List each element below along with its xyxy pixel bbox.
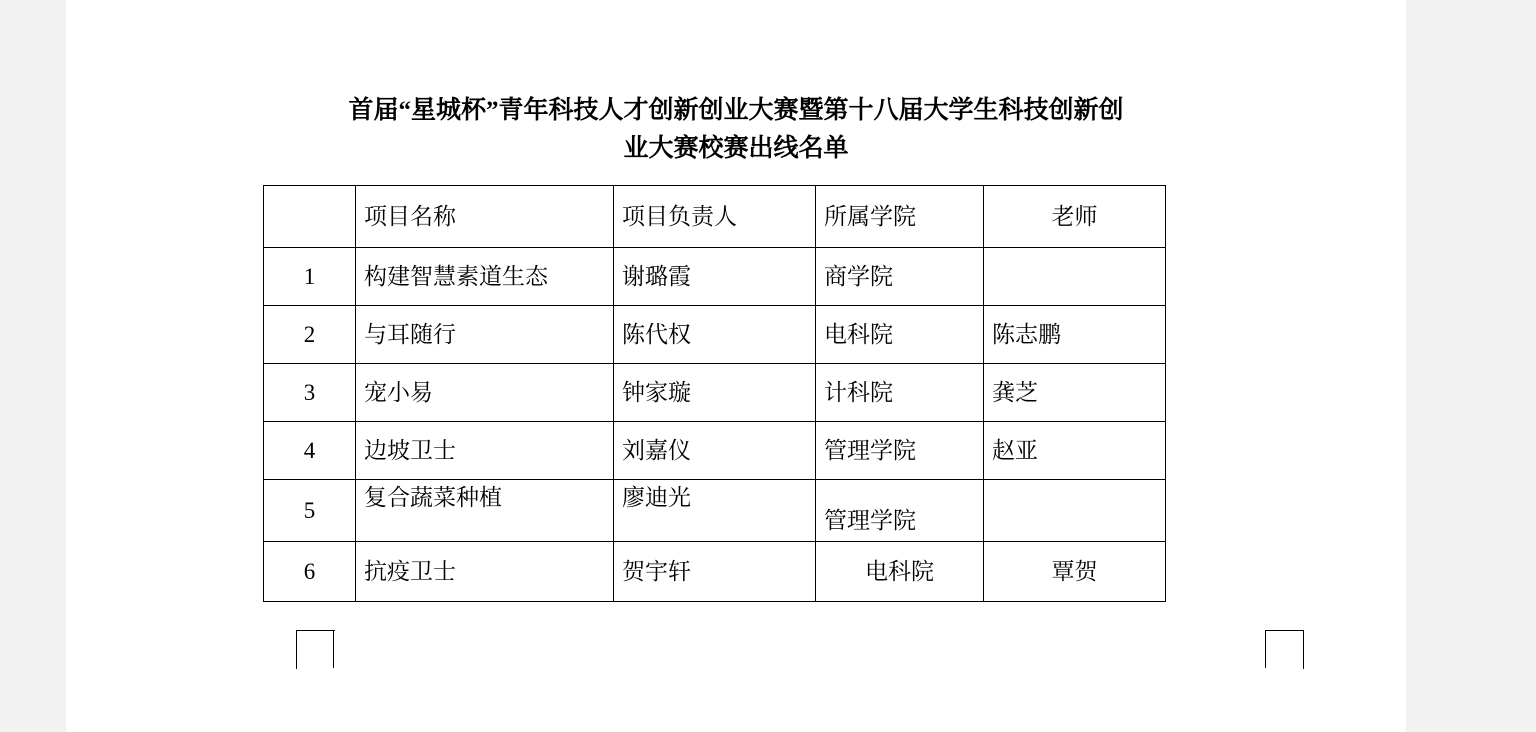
row-project: 复合蔬菜种植: [356, 480, 614, 542]
row-teacher: [984, 248, 1166, 306]
results-table: [263, 185, 1166, 602]
row-leader: 贺宇轩: [614, 542, 816, 602]
table-row: [264, 364, 1166, 422]
row-college: 管理学院: [816, 480, 984, 542]
crop-mark-right: [1265, 630, 1304, 669]
row-teacher: 陈志鹏: [984, 306, 1166, 364]
row-index: 4: [264, 422, 356, 480]
page-title-line-2: 业大赛校赛出线名单: [623, 135, 849, 162]
row-teacher: 覃贺: [984, 542, 1166, 602]
page-title-line-1: 首届“星城杯”青年科技人才创新创业大赛暨第十八届大学生科技创新创: [348, 97, 1124, 124]
table-row: [264, 542, 1166, 602]
row-project: 宠小易: [356, 364, 614, 422]
table-row: [264, 480, 1166, 542]
row-teacher: 赵亚: [984, 422, 1166, 480]
row-project: 边坡卫士: [356, 422, 614, 480]
row-project: 构建智慧素道生态: [356, 248, 614, 306]
table-row: [264, 248, 1166, 306]
row-college: 商学院: [816, 248, 984, 306]
table-header-leader: 项目负责人: [614, 186, 816, 248]
row-index: 6: [264, 542, 356, 602]
row-leader: 钟家璇: [614, 364, 816, 422]
crop-mark-left: [296, 630, 335, 669]
row-index: 2: [264, 306, 356, 364]
crop-mark-right-inner: [1265, 630, 1266, 668]
row-project: 与耳随行: [356, 306, 614, 364]
table-row: [264, 422, 1166, 480]
row-college: 计科院: [816, 364, 984, 422]
table-header-row: [264, 186, 1166, 248]
row-college: 管理学院: [816, 422, 984, 480]
document-page: [66, 0, 1406, 732]
row-teacher: 龚芝: [984, 364, 1166, 422]
row-index: 3: [264, 364, 356, 422]
table-header-project: 项目名称: [356, 186, 614, 248]
crop-mark-left-inner: [333, 630, 334, 668]
table-header-college: 所属学院: [816, 186, 984, 248]
row-college: 电科院: [816, 306, 984, 364]
row-college: 电科院: [816, 542, 984, 602]
row-teacher: [984, 480, 1166, 542]
row-leader: 廖迪光: [614, 480, 816, 542]
table-row: [264, 306, 1166, 364]
page-title: [296, 92, 1176, 168]
row-leader: 陈代权: [614, 306, 816, 364]
row-index: 5: [264, 480, 356, 542]
results-table-wrapper: [263, 185, 1166, 602]
table-header-teacher: 老师: [984, 186, 1166, 248]
table-header-index: [264, 186, 356, 248]
row-leader: 谢璐霞: [614, 248, 816, 306]
row-project: 抗疫卫士: [356, 542, 614, 602]
row-index: 1: [264, 248, 356, 306]
row-leader: 刘嘉仪: [614, 422, 816, 480]
